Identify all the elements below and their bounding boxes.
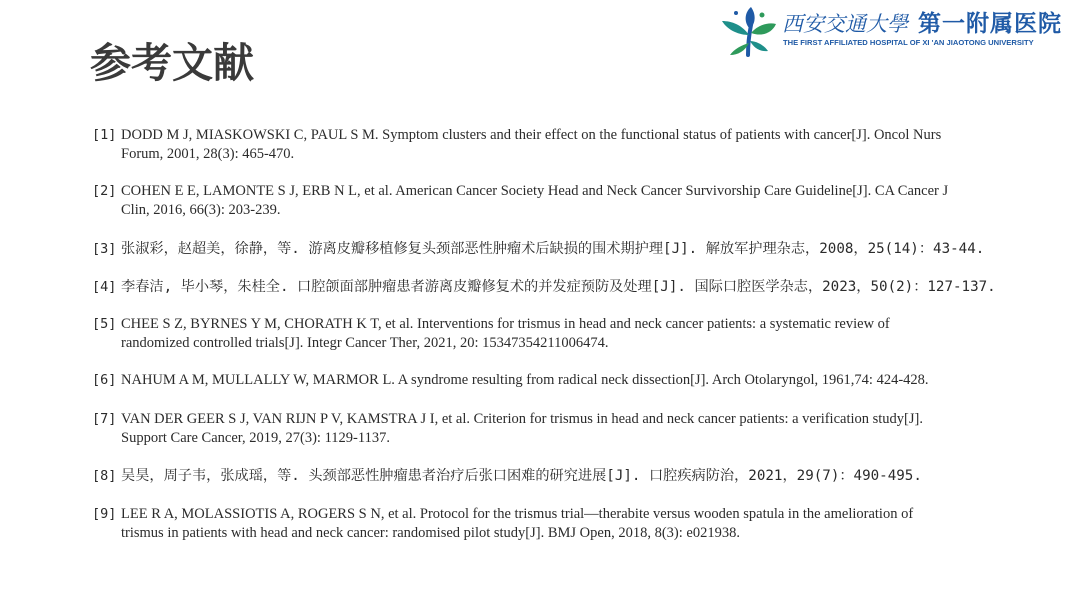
hospital-name-english: THE FIRST AFFILIATED HOSPITAL OF XI 'AN JIAOTONG UNIVERSITY [783, 38, 1034, 47]
reference-number: [1] [92, 127, 117, 143]
reference-text-line: trismus in patients with head and neck cancer: randomised pilot study[J]. BMJ Open, 2018, 8(3): e021938. [121, 524, 740, 541]
reference-text-line: COHEN E E, LAMONTE S J, ERB N L, et al. American Cancer Society Head and Neck Cancer Survivorship Care Guideline[J]. CA Cancer J [121, 183, 949, 199]
reference-text-line: 张淑彩，赵超美，徐静，等. 游离皮瓣移植修复头颈部恶性肿瘤术后缺损的围术期护理[J]. 解放军护理杂志，2008，25(14)：43-44. [121, 241, 985, 257]
reference-text-line: Support Care Cancer, 2019, 27(3): 1129-1137. [121, 429, 390, 446]
reference-text-line: 吴昊，周子韦，张成瑶，等. 头颈部恶性肿瘤患者治疗后张口困难的研究进展[J]. 口腔疾病防治，2021，29(7)：490-495. [121, 468, 922, 484]
reference-text-line: 李春洁, 毕小琴，朱桂全. 口腔颌面部肿瘤患者游离皮瓣修复术的并发症预防及处理[J]. 国际口腔医学杂志，2023，50(2)：127-137. [121, 279, 996, 295]
hospital-tree-logo-icon [718, 5, 780, 57]
reference-text [121, 315, 1051, 352]
reference-text-line: Clin, 2016, 66(3): 203-239. [121, 201, 281, 218]
reference-text-line: NAHUM A M, MULLALLY W, MARMOR L. A syndrome resulting from radical neck dissection[J]. Arch Otolaryngol, 1961,74: 424-428. [121, 372, 929, 388]
hospital-name-script: 西安交通大學 [782, 12, 908, 36]
reference-text-line: DODD M J, MIASKOWSKI C, PAUL S M. Symptom clusters and their effect on the functional status of patients with cancer[J]. Oncol Nurs [121, 127, 942, 143]
page-title: 参考文献 [90, 39, 254, 87]
reference-text [121, 371, 1051, 390]
reference-text [121, 240, 1051, 259]
reference-text-line: Forum, 2001, 28(3): 465-470. [121, 145, 295, 162]
reference-text [121, 505, 1051, 542]
reference-text-line: LEE R A, MOLASSIOTIS A, ROGERS S N, et al. Protocol for the trismus trial—therabite versus wooden spatula in the amelioration of [121, 506, 914, 522]
reference-text [121, 182, 1051, 219]
reference-text [121, 126, 1051, 163]
reference-text [121, 410, 1051, 447]
reference-text [121, 467, 1051, 486]
reference-number: [8] [92, 468, 117, 484]
reference-number: [9] [92, 506, 117, 522]
reference-text [121, 278, 1051, 297]
hospital-name-bold: 第一附属医院 [918, 11, 1062, 37]
reference-number: [7] [92, 411, 117, 427]
reference-text-line: VAN DER GEER S J, VAN RIJN P V, KAMSTRA J I, et al. Criterion for trismus in head and neck cancer patients: a verification study[J]. [121, 411, 923, 427]
reference-text-line: CHEE S Z, BYRNES Y M, CHORATH K T, et al. Interventions for trismus in head and neck cancer patients: a systematic review of [121, 316, 890, 332]
reference-number: [4] [92, 279, 117, 295]
reference-number: [5] [92, 316, 117, 332]
reference-text-line: randomized controlled trials[J]. Integr Cancer Ther, 2021, 20: 15347354211006474. [121, 334, 609, 351]
reference-number: [3] [92, 241, 117, 257]
reference-number: [2] [92, 183, 117, 199]
reference-number: [6] [92, 372, 117, 388]
